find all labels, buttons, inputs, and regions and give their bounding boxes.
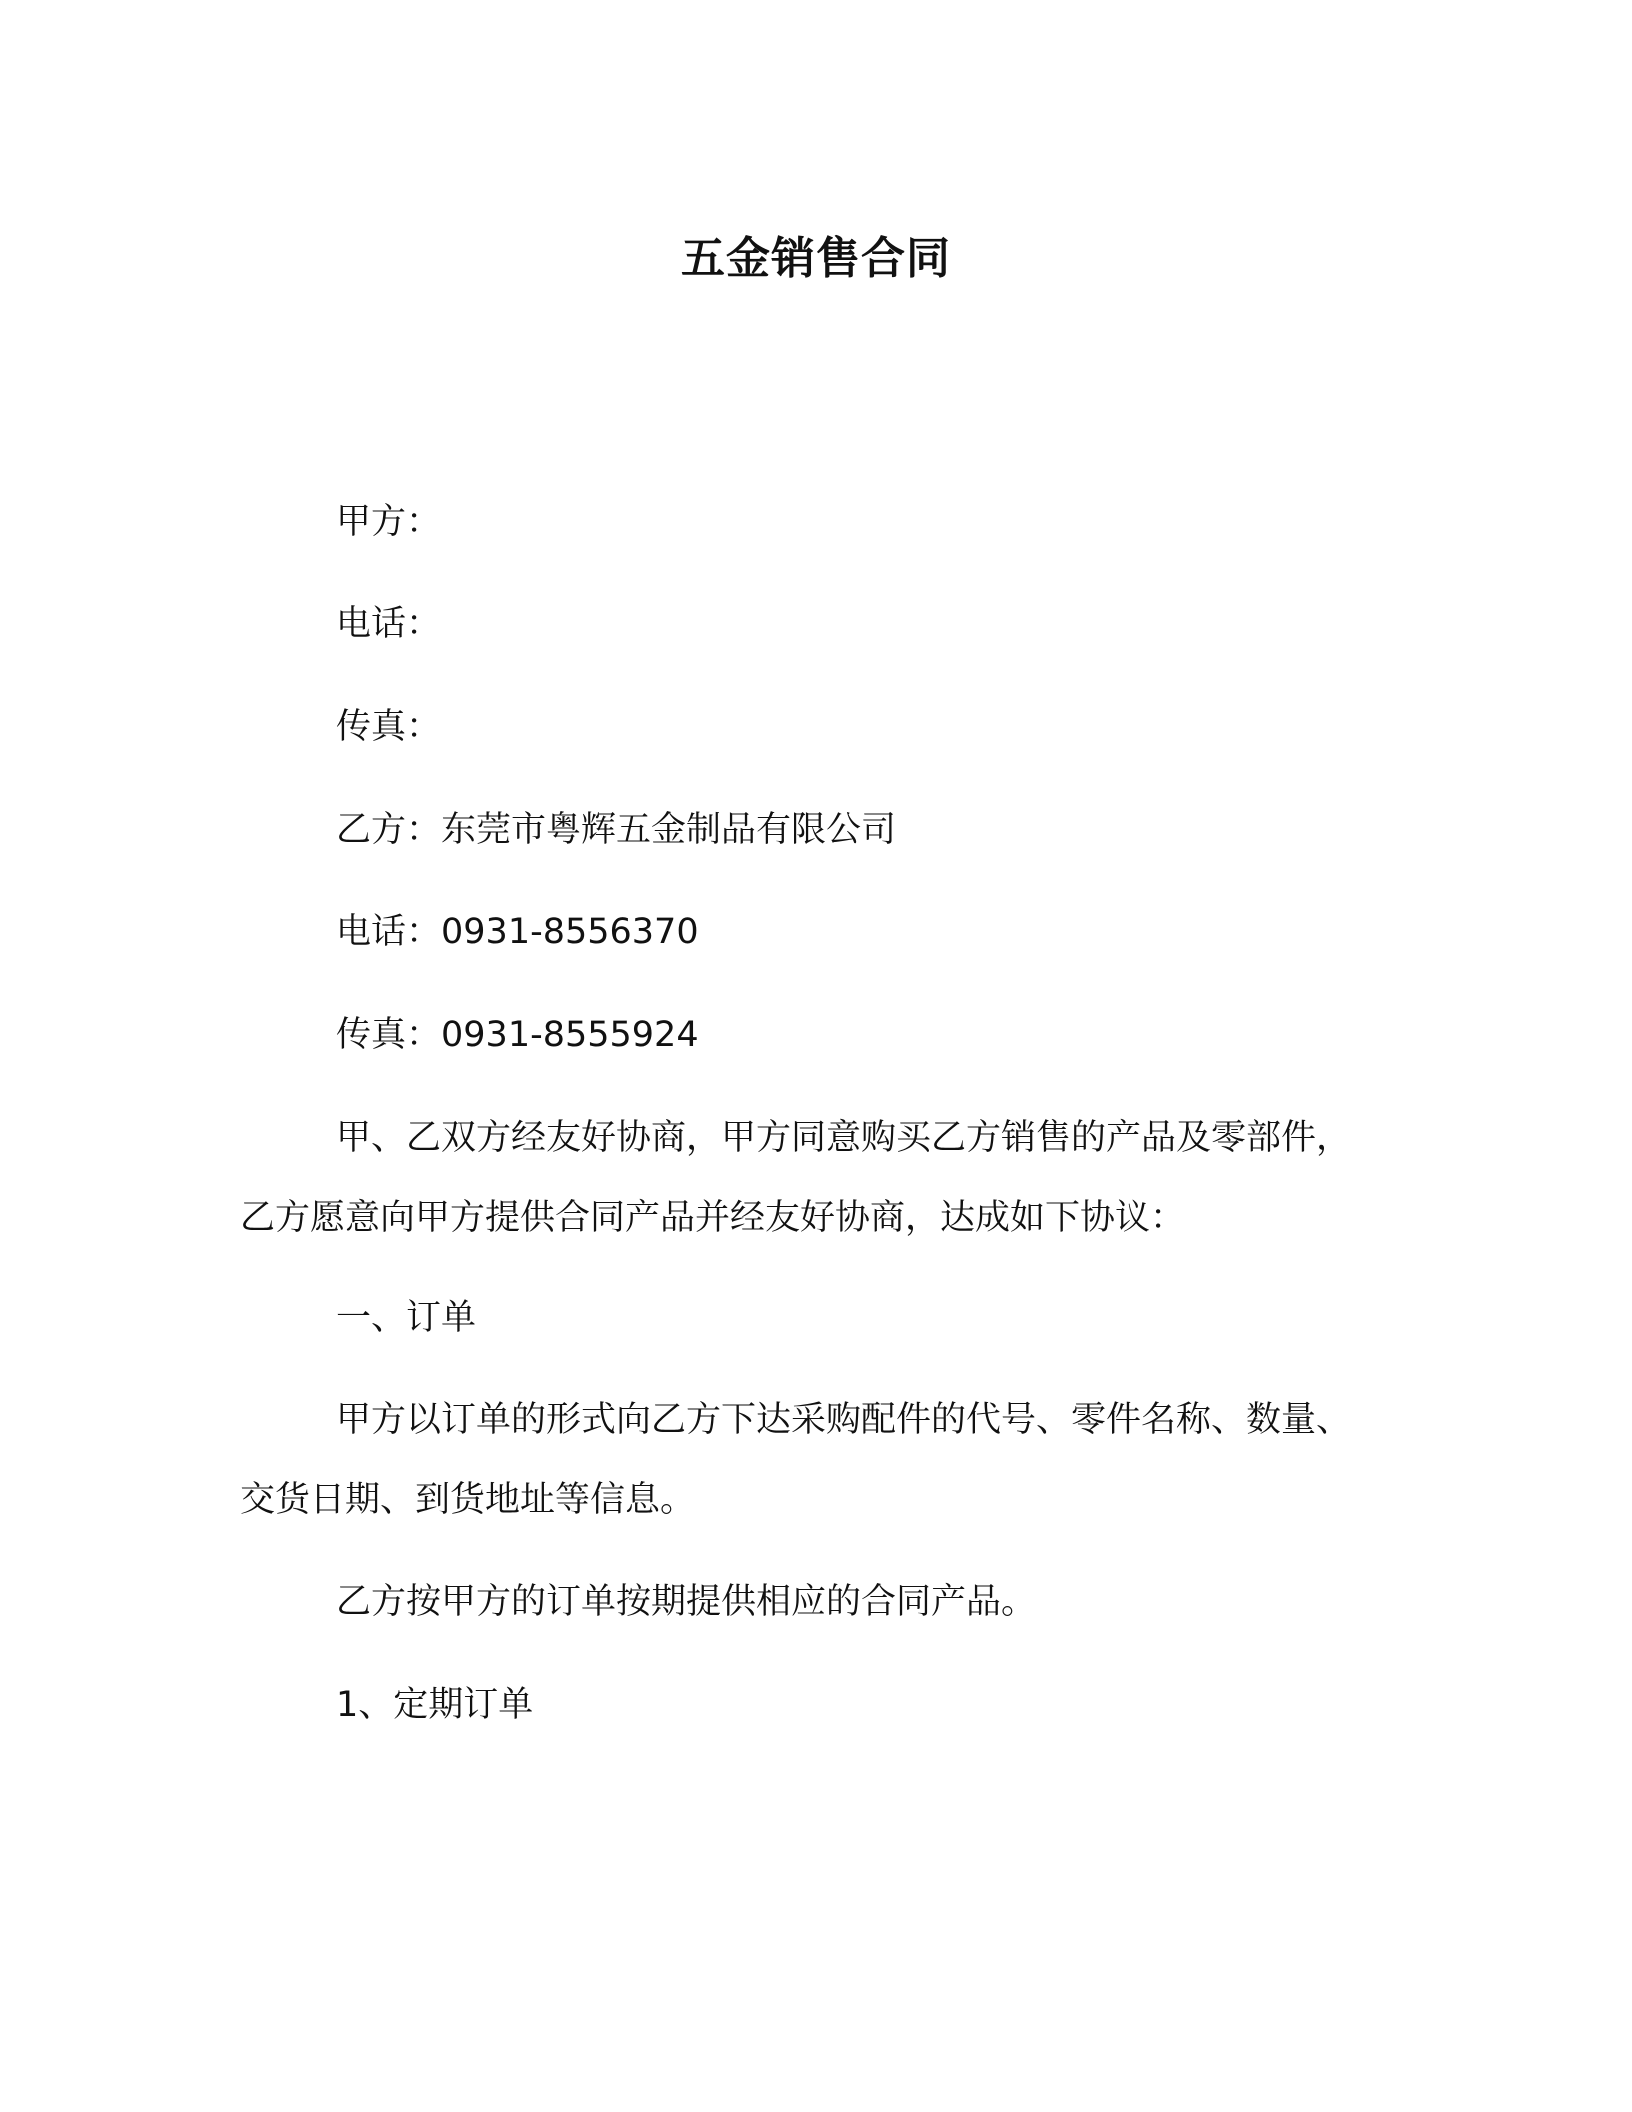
party-b-fax: 0931-8555924 [441,1015,699,1055]
party-b-phone: 0931-8556370 [441,912,699,952]
intro-line-1: 甲、乙双方经友好协商，甲方同意购买乙方销售的产品及零部件， [336,1118,1352,1158]
party-b-phone-line [336,910,699,954]
party-b-phone-label: 电话： [336,912,442,952]
party-b-label: 乙方： [336,810,442,850]
party-a-fax-label: 传真： [336,707,442,747]
party-a-phone-line [336,602,441,646]
section-1-para-1-line-2: 交货日期、到货地址等信息。 [240,1480,696,1520]
party-a-line [336,500,441,544]
document-title: 五金销售合同 [681,233,951,284]
party-a-fax-line [336,705,441,749]
section-1-para-1-line-1: 甲方以订单的形式向乙方下达采购配件的代号、零件名称、数量、 [336,1400,1352,1440]
party-b-fax-line [336,1013,699,1057]
party-b-line [336,808,896,852]
section-1-heading: 一、订单 [336,1298,477,1338]
party-a-label: 甲方： [336,502,442,542]
subsection-1-heading: 1、定期订单 [336,1685,534,1725]
intro-line-2: 乙方愿意向甲方提供合同产品并经友好协商，达成如下协议： [240,1198,1186,1238]
party-a-phone-label: 电话： [336,604,442,644]
party-b-name: 东莞市粤辉五金制品有限公司 [441,810,897,850]
section-1-para-2: 乙方按甲方的订单按期提供相应的合同产品。 [336,1582,1037,1622]
party-b-fax-label: 传真： [336,1015,442,1055]
